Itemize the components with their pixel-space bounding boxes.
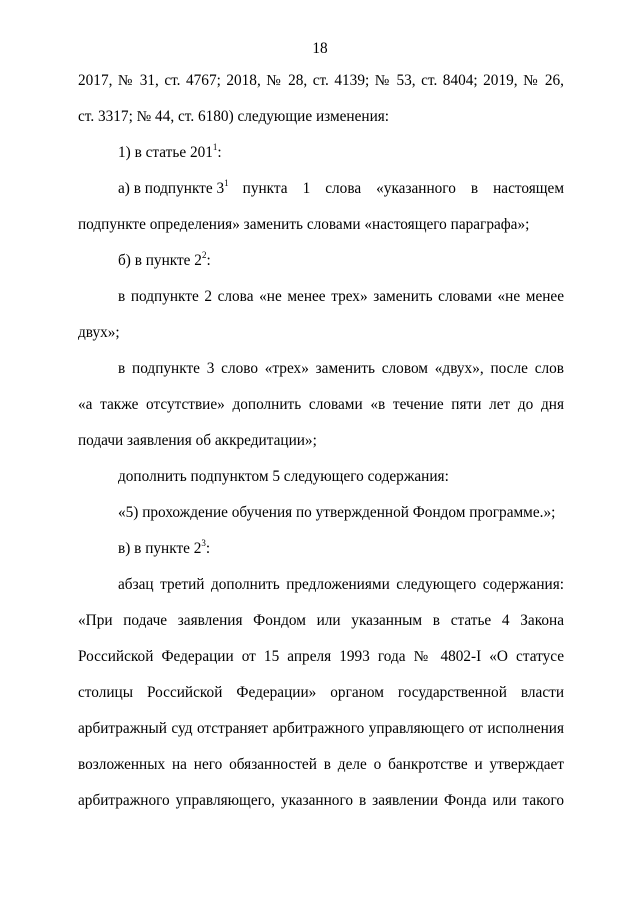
- list-item-1: [118, 142, 222, 161]
- text-line-11: подачи заявления об аккредитации»;: [78, 432, 317, 449]
- text-line-4-start: [118, 178, 229, 197]
- text-line-7: в подпункте 2 слова «не менее трех» заменить словами «не менее: [118, 288, 564, 305]
- text-line-15: абзац третий дополнить предложениями следующего содержания:: [118, 576, 564, 593]
- subitem-a-text: а) в подпункте 3: [118, 180, 225, 197]
- text-line-21: арбитражного управляющего, указанного в заявлении Фонда или такого: [78, 792, 564, 809]
- text-line-9: в подпункте 3 слово «трех» заменить словом «двух», после слов: [118, 360, 564, 377]
- subitem-b-text: б) в пункте 2: [118, 252, 202, 269]
- text-line-4: [118, 178, 564, 197]
- text-line-12: дополнить подпунктом 5 следующего содержания:: [118, 468, 449, 485]
- text-line-5: подпункте определения» заменить словами «настоящего параграфа»;: [78, 216, 530, 233]
- subitem-c: [118, 538, 211, 557]
- colon: :: [217, 144, 222, 161]
- text-line-18: столицы Российской Федерации» органом государственной власти: [78, 684, 564, 701]
- text-line-17: Российской Федерации от 15 апреля 1993 года № 4802-I «О статусе: [78, 648, 564, 665]
- text-line-13: «5) прохождение обучения по утвержденной Фондом программе.»;: [118, 504, 556, 521]
- superscript: 2: [201, 250, 207, 260]
- subitem-b: [118, 250, 211, 269]
- text-line-16: «При подаче заявления Фондом или указанным в статье 4 Закона: [78, 612, 564, 629]
- text-line-2: ст. 3317; № 44, ст. 6180) следующие изменения:: [78, 108, 390, 125]
- colon: :: [206, 252, 211, 269]
- superscript: 3: [201, 538, 206, 548]
- text-line-8: двух»;: [78, 324, 120, 341]
- list-item-1-text: 1) в статье 201: [118, 144, 213, 161]
- text-line-10: «а также отсутствие» дополнить словами «в течение пяти лет до дня: [78, 396, 564, 413]
- text-line-19: арбитражный суд отстраняет арбитражного управляющего от исполнения: [78, 720, 564, 737]
- text-line-4-end: пункта 1 слова «указанного в настоящем: [242, 180, 564, 197]
- colon: :: [205, 540, 211, 557]
- subitem-c-text: в) в пункте 2: [118, 540, 202, 557]
- text-line-20: возложенных на него обязанностей в деле о банкротстве и утверждает: [78, 756, 564, 773]
- text-line-1: 2017, № 31, ст. 4767; 2018, № 28, ст. 4139; № 53, ст. 8404; 2019, № 26,: [78, 72, 564, 89]
- superscript: 1: [224, 178, 229, 188]
- page-number: 18: [312, 40, 328, 57]
- superscript: 1: [212, 142, 218, 152]
